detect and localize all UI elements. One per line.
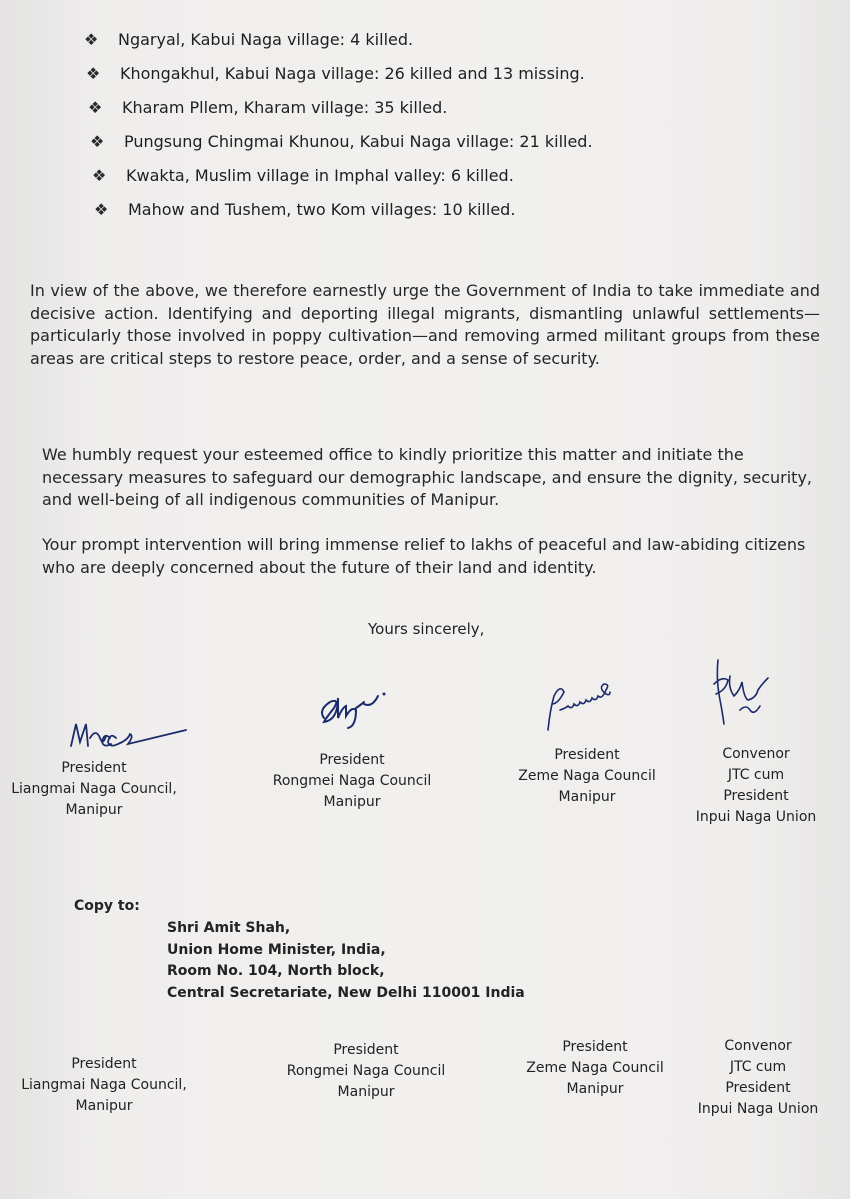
signatory-rongmei-top: President Rongmei Naga Council Manipur: [272, 752, 432, 810]
list-item: ❖ Mahow and Tushem, two Kom villages: 10 killed.: [94, 200, 516, 219]
list-item: ❖ Khongakhul, Kabui Naga village: 26 killed and 13 missing.: [86, 64, 585, 83]
paragraph-urge-action: In view of the above, we therefore earnestly urge the Government of India to take immediate and decisive action. Identifying and deporting illegal migrants, dismantling unlawful settlements—particularly those involved in poppy cultivation—and removing armed militant groups from these areas are critical steps to restore peace, order, and a sense of security.: [30, 281, 820, 368]
liangmai-signature: [66, 716, 196, 756]
rongmei-signature: [316, 684, 396, 730]
copy-to-address: Shri Amit Shah, Union Home Minister, India, Room No. 104, North block, Central Secretariate, New Delhi 110001 India: [167, 920, 525, 1001]
list-item: ❖ Pungsung Chingmai Khunou, Kabui Naga village: 21 killed.: [90, 132, 593, 151]
zeme-signature: [540, 676, 640, 736]
signatory-zeme-top: President Zeme Naga Council Manipur: [518, 747, 656, 805]
diamond-bullet-icon: ❖: [86, 64, 101, 83]
paragraph-relief: Your prompt intervention will bring immense relief to lakhs of peaceful and law-abiding citizens who are deeply concerned about the future of their land and identity.: [42, 535, 806, 577]
signatory-zeme-bottom: President Zeme Naga Council Manipur: [526, 1039, 664, 1097]
list-item: ❖ Kwakta, Muslim village in Imphal valley: 6 killed.: [92, 166, 514, 185]
closing-salutation: Yours sincerely,: [368, 620, 485, 638]
copy-to-label: Copy to:: [74, 898, 140, 914]
list-item: ❖ Ngaryal, Kabui Naga village: 4 killed.: [84, 30, 414, 49]
diamond-bullet-icon: ❖: [88, 98, 103, 117]
signatory-liangmai-top: President Liangmai Naga Council, Manipur: [11, 760, 177, 818]
diamond-bullet-icon: ❖: [90, 132, 105, 151]
signatory-rongmei-bottom: President Rongmei Naga Council Manipur: [286, 1042, 446, 1100]
diamond-bullet-icon: ❖: [84, 30, 99, 49]
list-item: ❖ Kharam Pllem, Kharam village: 35 killed.: [88, 98, 448, 117]
signatory-inpui-top: Convenor JTC cum President Inpui Naga Union: [695, 746, 817, 825]
signatory-liangmai-bottom: President Liangmai Naga Council, Manipur: [21, 1056, 187, 1114]
signatory-inpui-bottom: Convenor JTC cum President Inpui Naga Union: [697, 1038, 819, 1117]
diamond-bullet-icon: ❖: [94, 200, 109, 219]
inpui-signature: [704, 654, 784, 728]
paragraph-request: We humbly request your esteemed office to kindly prioritize this matter and initiate the necessary measures to safeguard our demographic landscape, and ensure the dignity, security, and well-being of all indigenous communities of Manipur.: [42, 445, 813, 509]
diamond-bullet-icon: ❖: [92, 166, 107, 185]
